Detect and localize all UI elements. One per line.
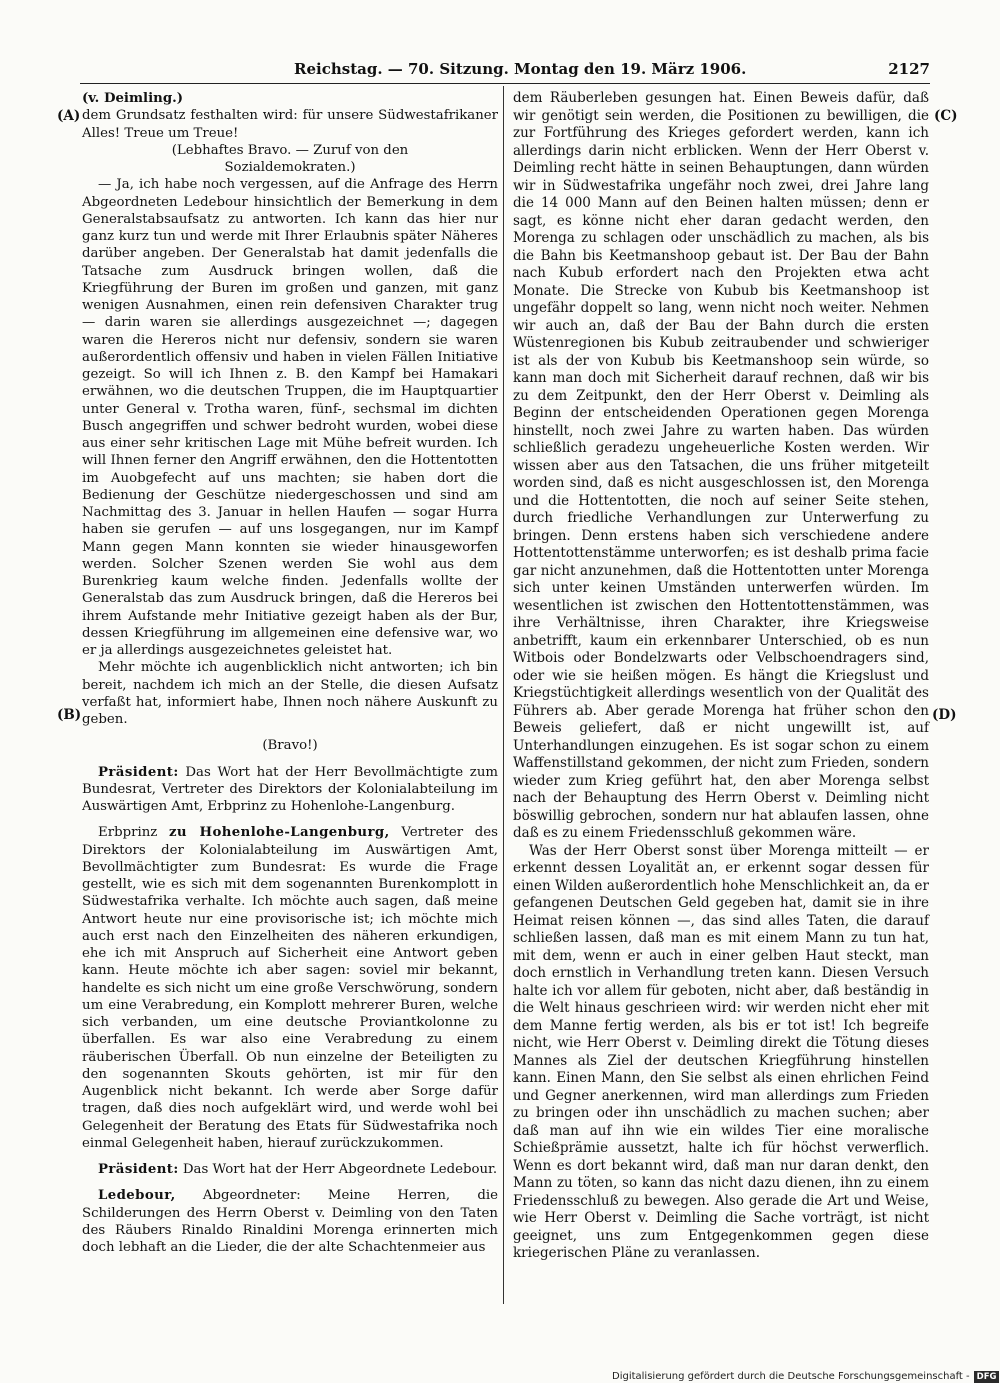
- margin-marker-b: (B): [57, 707, 82, 723]
- speech-text: Vertreter des Direktors der Kolonialabteilung im Auswärtigen Amt, Bevollmächtigter zum Bundesrat: Es wurde die Frage gestellt, wie es sich mit dem sogenannten Burenkomplott in Südwestafrika verhalte. Ich möchte auch sagen, daß meine Antwort heute nur eine provisorische ist; ich möchte mich auch erst nach den Einzelheiten des näheren erkundigen, ehe ich mit Anspruch auf Sicherheit eine Antwort geben kann. Heute möchte ich aber sagen: soviel mir bekannt, handelte es sich nicht um eine große Verschwörung, sondern um eine Verabredung, ein Komplott mehrerer Buren, welche sich verbanden, um eine deutsche Proviantkolonne zu überfallen. Es war also eine Verabredung zu einem räuberischen Überfall. Ob nun einzelne der Beteiligten zu den sogenannten Skouts gehörten, ist mir für den Augenblick nicht bekannt. Ich werde aber Sorge dafür tragen, daß dies noch aufgeklärt wird, und werde wohl bei Gelegenheit der Beratung des Etats für Südwestafrika noch einmal Gelegenheit haben, hierauf zurückzukommen.: [82, 825, 498, 1151]
- page-number: 2127: [888, 60, 930, 78]
- paragraph: Mehr möchte ich augenblicklich nicht antworten; ich bin bereit, nachdem ich mich an der Stelle, die diesen Aufsatz verfaßt hat, informiert habe, Ihnen noch nähere Auskunft zu geben.: [82, 660, 498, 727]
- speaker-name: Ledebour,: [98, 1188, 176, 1204]
- speaker-reference: (v. Deimling.): [82, 91, 184, 106]
- header-rule: [80, 83, 930, 84]
- running-header: [80, 60, 930, 80]
- speech-paragraph: [82, 1161, 498, 1178]
- speaker-name: Präsident:: [98, 764, 179, 780]
- digitization-credit: [612, 1370, 1000, 1383]
- paragraph: dem Räuberleben gesungen hat. Einen Beweis dafür, daß wir genötigt sein werden, die Positionen zu bewilligen, die zur Fortführung des Krieges gefordert werden, kann ich allerdings darin nicht erblicken. Wenn der Herr Oberst v. Deimling recht hätte in seinen Behauptungen, dann würden wir in Südwestafrika ungefähr noch zwei, drei Jahre lang die 14 000 Mann auf den Beinen halten müssen; denn er sagt, es könne nicht eher daran gedacht werden, den Morenga zu schlagen oder unschädlich zu machen, als bis die Bahn bis Keetmanshoop gebaut ist. Der Bau der Bahn nach Kubub erfordert nach den Projekten etwa acht Monate. Die Strecke von Kubub bis Keetmanshoop ist ungefähr doppelt so lang, wenn nicht noch weiter. Nehmen wir auch an, daß der Bau der Bahn durch die ersten Wüstenregionen bis Kubub zeitraubender und schwieriger ist als der von Kubub bis Keetmanshoop sein würde, so kann man doch mit Sicherheit darauf rechnen, daß wir bis zu dem Zeitpunkt, den der Herr Oberst v. Deimling als Beginn der entscheidenden Operationen gegen Morenga hinstellt, noch zwei Jahre zu warten haben. Das würden schließlich geradezu ungeheuerliche Kosten werden. Wir wissen aber aus den Tatsachen, die uns früher mitgeteilt worden sind, daß es nicht ausgeschlossen ist, den Morenga und die Hottentotten, die noch auf seiner Seite stehen, durch friedliche Verhandlungen zur Unterwerfung zu bringen. Denn erstens haben sich verschiedene andere Hottentottenstämme unterworfen; es ist deshalb prima facie gar nicht anzunehmen, daß die Hottentotten unter Morenga sich unter keinen Umständen unterwerfen würden. Im wesentlichen ist zwischen den Hottentottenstämmen, was ihre Verhältnisse, ihren Charakter, ihre Kriegsweise anbetrifft, kaum ein erkennbarer Unterschied, ob es nun Witbois oder Bondelzwarts oder Velbschoendragers sind, oder wie sie heißen mögen. Es hängt die Kriegslust und Kriegstüchtigkeit allerdings wesentlich von der Qualität des Führers ab. Aber gerade Morenga hat früher schon den Beweis geliefert, daß er nicht ungewillt ist, auf Unterhandlungen einzugehen. Es ist sogar schon zu einem Waffenstillstand gekommen, der nicht zum Frieden, sondern wieder zum Krieg geführt hat, den aber Morenga selbst nach der Behauptung des Herrn Oberst v. Deimling nicht böswillig gebrochen, sondern nur hat ablaufen lassen, ohne daß es zu einem Friedensschluß gekommen wäre.: [513, 90, 929, 841]
- margin-marker-a: (A): [57, 108, 81, 124]
- paragraph: Was der Herr Oberst sonst über Morenga mitteilt — er erkennt dessen Loyalität an, er erkennt sogar dessen für einen Wilden außerordentlich hohe Menschlichkeit an, da er gefangenen Deutschen Geld gegeben hat, damit sie in ihre Heimat reisen können —, das sind alles Taten, die darauf schließen lassen, daß man es mit einem Mann zu tun hat, mit dem, wenn er auch in einer gelben Haut steckt, man doch ernstlich in Verhandlung treten kann. Diesen Versuch halte ich vor allem für geboten, nicht aber, daß beständig in die Welt hinaus geschrieen wird: wir werden nicht eher mit dem Manne fertig werden, als bis er tot ist! Ich begreife nicht, wie Herr Oberst v. Deimling direkt die Tötung dieses Mannes als Ziel der deutschen Kriegführung hinstellen kann. Einen Mann, den Sie selbst als einen ehrlichen Feind und Gegner anerkennen, wird man allerdings zum Frieden zu bringen oder ihn unschädlich zu machen suchen; aber daß man auf ihn wie ein wildes Tier eine moralische Schießprämie aussetzt, halte ich für höchst verwerflich. Wenn es dort bekannt wird, daß man nur daran denkt, den Mann zu töten, so kann das nicht dazu dienen, ihn zu einem Friedensschluß zu bewegen. Also gerade die Art und Weise, wie Herr Oberst v. Deimling die Sache vorträgt, ist nicht geeignet, uns zum Entgegenkommen gegen diese kriegerischen Pläne zu veranlassen.: [513, 842, 929, 1261]
- paragraph: — Ja, ich habe noch vergessen, auf die Anfrage des Herrn Abgeordneten Ledebour hinsichtlich der Bemerkung in dem Generalstabsaufsatz zu antworten. Ich kann das hier nur ganz kurz tun und werde mit Ihrer Erlaubnis später Näheres darüber angeben. Der Generalstab hat damit jedenfalls die Tatsache zum Ausdruck bringen wollen, daß die Kriegführung der Buren im großen und ganzen, mit ganz wenigen Ausnahmen, einen rein defensiven Charakter trug — darin waren sie allerdings ausgezeichnet —; dagegen waren die Hereros nicht nur defensiv, sondern sie waren außerordentlich offensiv und haben in vielen Fällen Initiative gezeigt. So will ich Ihnen z. B. den Kampf bei Hamakari erwähnen, wo die deutschen Truppen, die im Hauptquartier unter General v. Trotha waren, fünf-, sechsmal im dichten Busch angegriffen und schwer bedroht wurden, wobei diese aus einer sehr kritischen Lage mit Mühe befreit wurden. Ich will Ihnen ferner den Angriff erwähnen, den die Hottentotten im Auobgefecht auf uns machten; sie haben dort die Bedienung der Geschütze niedergeschossen und sind am Nachmittag des 3. Januar in hellen Haufen — sogar Hurra haben sie gerufen — auf uns losgegangen, nur im Kampf Mann gegen Mann konnten sie wieder hinausgeworfen werden. Solcher Szenen werden Sie wohl aus dem Burenkrieg kaum welche finden. Jedenfalls wollte der Generalstab das zum Ausdruck bringen, daß die Hereros bei ihrem Aufstande mehr Initiative gezeigt haben als der Bur, dessen Kriegführung im allgemeinen eine defensive war, wo er ja allerdings ausgezeichnetes geleistet hat.: [82, 177, 498, 658]
- reaction-note: Sozialdemokraten.): [224, 160, 356, 175]
- speaker-name: zu Hohenlohe-Langenburg,: [168, 825, 390, 841]
- column-divider: [503, 86, 504, 1304]
- margin-marker-c: (C): [934, 108, 958, 124]
- speech-paragraph: [82, 764, 498, 816]
- speech-text: Das Wort hat der Herr Bevollmächtigte zum Bundesrat, Vertreter des Direktors der Kolonialabteilung im Auswärtigen Amt, Erbprinz zu Hohenlohe-Langenburg.: [82, 764, 498, 814]
- dfg-logo: DFG: [974, 1371, 1000, 1383]
- speaker-name: Präsident:: [98, 1162, 179, 1177]
- reaction-note: (Bravo!): [262, 738, 318, 754]
- paragraph: dem Grundsatz festhalten wird: für unsere Südwestafrikaner Alles! Treue um Treue!: [82, 108, 498, 141]
- speaker-title: Erbprinz: [98, 825, 169, 841]
- speech-paragraph: [82, 824, 498, 1152]
- margin-marker-d: (D): [932, 707, 957, 723]
- right-column: [513, 90, 929, 1263]
- left-column: [82, 90, 498, 1256]
- reaction-note: (Lebhaftes Bravo. — Zuruf von den: [171, 142, 409, 158]
- speech-text: Abgeordneter: Meine Herren, die Schilderungen des Herrn Oberst v. Deimling von den Taten des Räubers Rinaldo Rinaldini Morenga erinnerten mich doch lebhaft an die Lieder, die der alte Schachtenmeier aus: [82, 1188, 498, 1255]
- running-title: Reichstag. — 70. Sitzung. Montag den 19. März 1906.: [294, 60, 747, 78]
- speech-paragraph: [82, 1187, 498, 1256]
- speech-text: Das Wort hat der Herr Abgeordnete Ledebour.: [178, 1162, 498, 1177]
- credit-text: Digitalisierung gefördert durch die Deutsche Forschungsgemeinschaft -: [612, 1371, 970, 1382]
